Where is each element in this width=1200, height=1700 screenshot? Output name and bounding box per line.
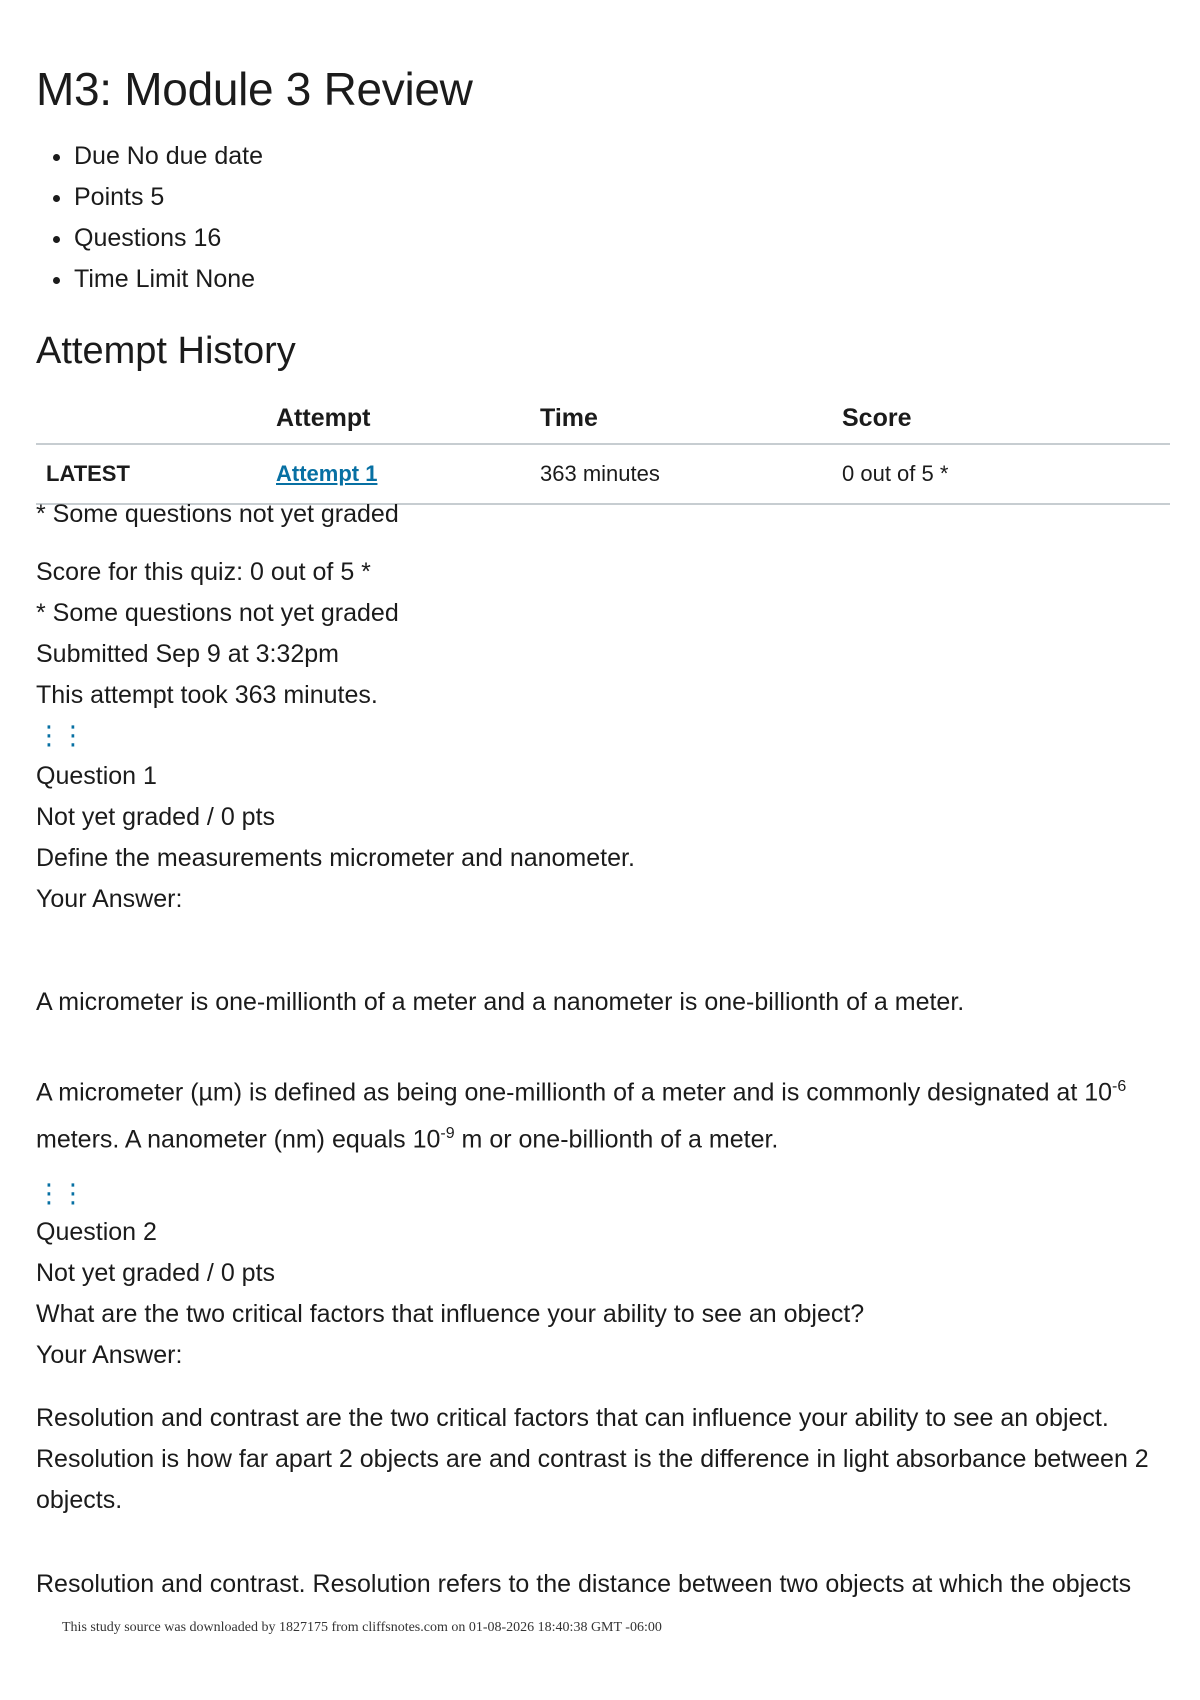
exponent: -6: [1112, 1078, 1127, 1095]
question-status: Not yet graded / 0 pts: [36, 803, 276, 831]
score-cell: 0 out of 5 *: [832, 444, 1170, 504]
drag-handle-icon: ⋮⋮: [36, 720, 84, 750]
attempt-history-table: [36, 398, 1170, 505]
time-cell: 363 minutes: [530, 444, 832, 504]
answer-label: Your Answer:: [36, 1341, 183, 1369]
attempt-duration: This attempt took 363 minutes.: [36, 681, 378, 709]
question-2-explanation: Resolution and contrast. Resolution refers to the distance between two objects at which the objects: [36, 1570, 1132, 1598]
meta-points: • Points 5: [74, 177, 263, 218]
question-1-drag-handle[interactable]: [36, 716, 84, 757]
meta-due: • Due No due date: [74, 136, 263, 177]
explanation-text: meters. A nanometer (nm) equals 10: [36, 1125, 441, 1154]
summary-note: * Some questions not yet graded: [36, 599, 399, 627]
question-prompt: What are the two critical factors that influence your ability to see an object?: [36, 1300, 865, 1328]
explanation-text: m or one-billionth of a meter.: [454, 1125, 779, 1154]
question-title: Question 2: [36, 1218, 157, 1246]
meta-time-limit: • Time Limit None: [74, 259, 263, 300]
attempt-1-link[interactable]: Attempt 1: [276, 461, 378, 486]
question-title: Question 1: [36, 762, 157, 790]
question-status: Not yet graded / 0 pts: [36, 1259, 276, 1287]
quiz-title: M3: Module 3 Review: [36, 63, 473, 115]
answer-label: Your Answer:: [36, 885, 183, 913]
question-1-explanation: [36, 1066, 1170, 1161]
column-header-score: Score: [832, 398, 1170, 444]
question-1-answer: A micrometer is one-millionth of a meter and a nanometer is one-billionth of a meter.: [36, 988, 965, 1016]
explanation-text: A micrometer (µm) is defined as being one-millionth of a meter and is commonly designated at 10: [36, 1078, 1113, 1107]
quiz-summary: [36, 552, 399, 716]
meta-questions: • Questions 16: [74, 218, 263, 259]
latest-label: LATEST: [36, 444, 266, 504]
table-header-row: [36, 398, 1170, 444]
column-header-attempt: Attempt: [266, 398, 530, 444]
quiz-score: Score for this quiz: 0 out of 5 *: [36, 558, 371, 586]
question-prompt: Define the measurements micrometer and nanometer.: [36, 844, 635, 872]
question-2-answer: Resolution and contrast are the two critical factors that can influence your ability to see an object. Resolution is how far apart 2 objects are and contrast is the difference in light absorbance between 2 objects.: [36, 1404, 1149, 1514]
question-2: [36, 1212, 864, 1376]
drag-handle-icon: ⋮⋮: [36, 1178, 84, 1208]
question-2-drag-handle[interactable]: [36, 1174, 84, 1215]
quiz-meta-list: [36, 136, 263, 300]
grading-note: * Some questions not yet graded: [36, 500, 399, 528]
column-header-time: Time: [530, 398, 832, 444]
attempt-history-heading: Attempt History: [36, 330, 296, 372]
question-1: [36, 756, 635, 920]
exponent: -9: [440, 1125, 455, 1143]
column-header: [36, 398, 266, 444]
download-footer: This study source was downloaded by 1827175 from cliffsnotes.com on 01-08-2026 18:40:38 GMT -06:00: [62, 1620, 662, 1635]
submitted-time: Submitted Sep 9 at 3:32pm: [36, 640, 339, 668]
